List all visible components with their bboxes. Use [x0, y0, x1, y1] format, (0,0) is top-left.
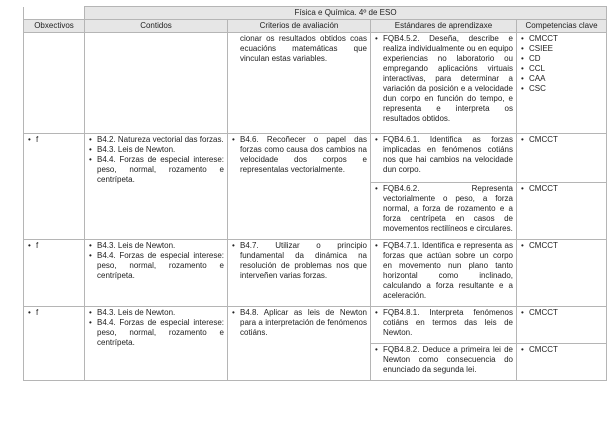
competence-item: • CMCCT: [520, 345, 603, 355]
competence-item: • CMCCT: [520, 241, 603, 251]
standard-text: • FQB4.6.1. Identifica as forzas implicadas en fenómenos cotiáns nos que hai cambios na velocidade dun corpo.: [374, 135, 513, 175]
column-header-row: [24, 20, 607, 33]
contents-cell: [85, 33, 228, 134]
competence-item: • CMCCT: [520, 135, 603, 145]
header-standards: Estándares de aprendizaxe: [371, 20, 517, 33]
criterion-text: • B4.7. Utilizar o principio fundamental da dinámica na resolución de problemas nos que interveñen varias forzas.: [231, 241, 367, 281]
standard-text: • FQB4.8.1. Interpreta fenómenos cotiáns en termos das leis de Newton.: [374, 308, 513, 338]
criterion-cell: [228, 134, 371, 240]
content-item: • B4.2. Natureza vectorial das forzas.: [88, 135, 224, 145]
header-objectives: Obxectivos: [24, 20, 85, 33]
objective-cell: [24, 33, 85, 134]
criterion-text: • B4.6. Recoñecer o papel das forzas como causa dos cambios na velocidade dos corpos e representalas vectorialmente.: [231, 135, 367, 175]
criterion-cell: [228, 33, 371, 134]
table-row: [24, 134, 607, 183]
content-item: • B4.4. Forzas de especial interese: peso, normal, rozamento e centrípeta.: [88, 318, 224, 348]
header-contents: Contidos: [85, 20, 228, 33]
standard-cell: [371, 134, 517, 183]
competence-item: • CMCCT: [520, 184, 603, 194]
standard-cell: [371, 183, 517, 240]
table-title-row: [24, 7, 607, 20]
content-item: • B4.4. Forzas de especial interese: peso, normal, rozamento e centrípeta.: [88, 251, 224, 281]
competence-item: • CMCCT: [520, 34, 603, 44]
competence-item: • CCL: [520, 64, 603, 74]
contents-cell: [85, 240, 228, 307]
criterion-text: cionar os resultados obtidos coas ecuacións matemáticas que vinculan estas variables.: [240, 34, 367, 63]
criterion-cell: [228, 307, 371, 381]
competences-cell: [517, 183, 607, 240]
standard-text: • FQB4.5.2. Deseña, describe e realiza individualmente ou en equipo experiencias no laboratorio ou empregando aplicacións virtuais interactivas, para determinar a variación da posición e a velocidade dun corpo en función do tempo, e representa e interpreta os resultados obtidos.: [374, 34, 513, 124]
content-item: • B4.3. Leis de Newton.: [88, 241, 224, 251]
objective-cell: [24, 240, 85, 307]
standard-text: • FQB4.8.2. Deduce a primeira lei de Newton como consecuencia do enunciado da segunda lei.: [374, 345, 513, 375]
objective-cell: [24, 134, 85, 240]
content-item: • B4.4. Forzas de especial interese: peso, normal, rozamento e centrípeta.: [88, 155, 224, 185]
content-item: • B4.3. Leis de Newton.: [88, 145, 224, 155]
competences-cell: [517, 307, 607, 344]
objective-text: • f: [27, 135, 81, 145]
objective-text: • f: [27, 308, 81, 318]
standard-cell: [371, 33, 517, 134]
competences-cell: [517, 344, 607, 381]
contents-cell: [85, 134, 228, 240]
standard-cell: [371, 307, 517, 344]
criterion-text: • B4.8. Aplicar as leis de Newton para a interpretación de fenómenos cotiáns.: [231, 308, 367, 338]
competence-item: • CSIEE: [520, 44, 603, 54]
competence-item: • CAA: [520, 74, 603, 84]
standard-text: • FQB4.7.1. Identifica e representa as forzas que actúan sobre un corpo en movemento nun plano tanto horizontal como inclinado, calculando a forza resultante e a aceleración.: [374, 241, 513, 301]
standard-text: • FQB4.6.2. Representa vectorialmente o peso, a forza normal, a forza de rozamento e a forza centrípeta en casos de movementos rectilíneos e circulares.: [374, 184, 513, 234]
competence-item: • CSC: [520, 84, 603, 94]
table-row: [24, 307, 607, 344]
curriculum-table: [23, 6, 607, 381]
competences-cell: [517, 33, 607, 134]
competence-item: • CD: [520, 54, 603, 64]
table-row: [24, 33, 607, 134]
header-criteria: Criterios de avaliación: [228, 20, 371, 33]
corner-cell: [24, 7, 85, 20]
competences-cell: [517, 134, 607, 183]
contents-cell: [85, 307, 228, 381]
competence-item: • CMCCT: [520, 308, 603, 318]
header-competences: Competencias clave: [517, 20, 607, 33]
objective-text: • f: [27, 241, 81, 251]
competences-cell: [517, 240, 607, 307]
content-item: • B4.3. Leis de Newton.: [88, 308, 224, 318]
table-title: Física e Química. 4º de ESO: [85, 7, 607, 20]
standard-cell: [371, 344, 517, 381]
standard-cell: [371, 240, 517, 307]
objective-cell: [24, 307, 85, 381]
table-row: [24, 240, 607, 307]
criterion-cell: [228, 240, 371, 307]
